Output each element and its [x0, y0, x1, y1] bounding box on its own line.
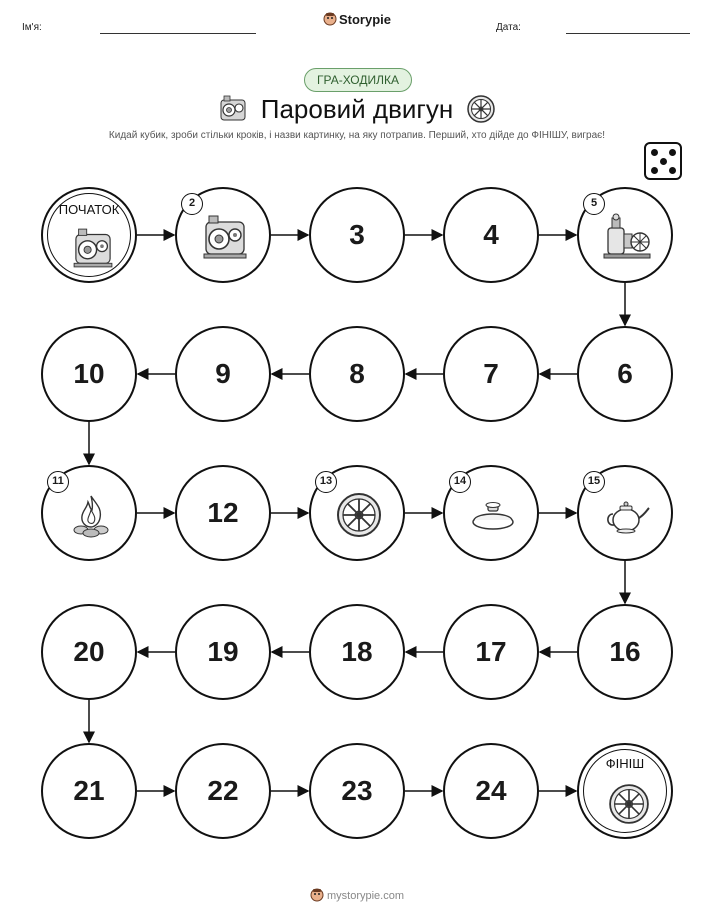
cell-number: 23 — [341, 775, 373, 806]
cell-number: 16 — [609, 636, 641, 667]
board-cell — [309, 743, 405, 839]
cell-number: 4 — [483, 219, 499, 250]
cell-number: 9 — [215, 358, 231, 389]
start-label: ПОЧАТОК — [58, 202, 120, 217]
steam-engine-icon — [200, 212, 250, 262]
board-cell-picture — [309, 465, 405, 561]
cell-number: 6 — [617, 358, 633, 389]
board-cell — [175, 743, 271, 839]
game-type-badge: ГРА-ХОДИЛКА — [304, 68, 412, 92]
cell-number-badge: 15 — [583, 471, 605, 493]
board-cell-picture — [577, 465, 673, 561]
cell-number: 21 — [73, 775, 105, 806]
board-cell-picture — [41, 465, 137, 561]
brand-name: Storypie — [338, 12, 391, 27]
board-cell — [175, 604, 271, 700]
board-cell-picture — [175, 187, 271, 283]
cell-number: 18 — [341, 636, 373, 667]
board-cell — [175, 326, 271, 422]
board-cell — [175, 465, 271, 561]
cell-number-badge: 2 — [181, 193, 203, 215]
cell-number: 10 — [73, 358, 105, 389]
start-cell — [41, 187, 137, 283]
cell-number: 20 — [73, 636, 105, 667]
board-cell — [309, 326, 405, 422]
board-cell — [41, 326, 137, 422]
footer — [0, 888, 714, 902]
fire-icon — [66, 490, 116, 540]
date-label: Дата: — [496, 22, 521, 33]
board-cell — [41, 604, 137, 700]
teapot-icon — [602, 490, 652, 540]
board-cell — [309, 604, 405, 700]
wheel-icon — [334, 490, 384, 540]
instructions: Кидай кубик, зроби стільки кроків, і назви картинку, на яку потрапив. Перший, хто дійде до ФІНІШУ, виграє! — [108, 130, 606, 141]
board-cell — [443, 743, 539, 839]
steam-engine-icon — [71, 226, 116, 271]
board-cell — [309, 187, 405, 283]
cell-number: 12 — [207, 497, 239, 528]
cell-number: 22 — [207, 775, 239, 806]
storypie-logo-icon — [310, 888, 324, 902]
finish-label: ФІНІШ — [605, 756, 645, 771]
board-cell-picture — [443, 465, 539, 561]
finish-cell — [577, 743, 673, 839]
pot-lid-icon — [468, 490, 518, 540]
cell-number: 17 — [475, 636, 507, 667]
board-cell — [577, 326, 673, 422]
name-label: Ім'я: — [22, 22, 42, 33]
cell-number: 19 — [207, 636, 239, 667]
wheel-icon — [607, 782, 652, 827]
board-cell — [41, 743, 137, 839]
locomotive-boiler-icon — [602, 212, 652, 262]
footer-url[interactable]: mystorypie.com — [326, 890, 405, 902]
cell-number-badge: 13 — [315, 471, 337, 493]
cell-number: 7 — [483, 358, 499, 389]
page-title: Паровий двигун — [260, 94, 454, 124]
board-cell — [577, 604, 673, 700]
cell-number: 8 — [349, 358, 365, 389]
cell-number-badge: 5 — [583, 193, 605, 215]
board-cell-picture — [577, 187, 673, 283]
board-cell — [443, 604, 539, 700]
board-cell — [443, 187, 539, 283]
board-cell — [443, 326, 539, 422]
cell-number-badge: 14 — [449, 471, 471, 493]
cell-number-badge: 11 — [47, 471, 69, 493]
cell-number: 3 — [349, 219, 365, 250]
cell-number: 24 — [475, 775, 507, 806]
